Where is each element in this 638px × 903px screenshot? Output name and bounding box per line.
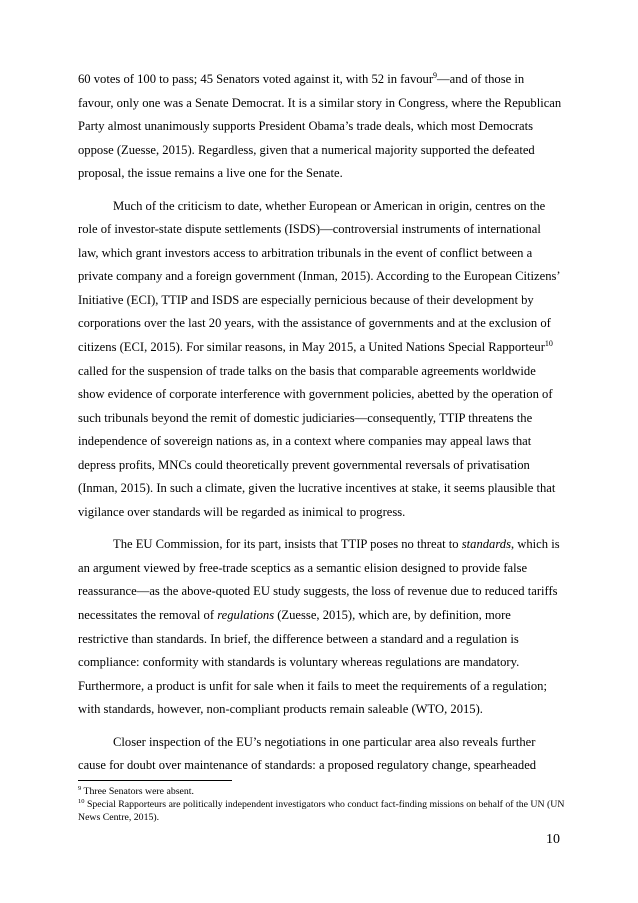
footnote-9: [78, 785, 568, 798]
footnote-ref-9[interactable]: 9: [433, 71, 438, 80]
footnote-number: 9: [78, 785, 82, 792]
footnote-number: 10: [78, 798, 85, 806]
footnote-separator: [78, 780, 232, 781]
emphasis-regulations: regulations: [217, 608, 275, 623]
footnote-ref-10[interactable]: 10: [544, 339, 553, 349]
paragraph-1: 60 votes of 100 to pass; 45 Senators voted against it, with 52 in favour$^9$—and of those in favour, only one was a Senate Democrat. It is a similar story in Congress, where the Republican Party almost unanimously supports President Obama’s trade deals, which most Democrats oppose (Zuesse, 2015). Regardless, given that a numerical majority supported the defeated proposal, the issue remains a live one for the Senate.: [78, 71, 562, 181]
paragraph-2: Much of the criticism to date, whether European or American in origin, centres on the role of investor-state dispute settlements (ISDS)—controversial instruments of international law, which grant investors access to arbitration tribunals in the event of conflict between a private company and a foreign government (Inman, 2015). According to the European Citizens’ Initiative (ECI), TTIP and ISDS are especially pernicious because of their development by corporations over the last 20 years, with the assistance of governments and at the exclusion of citizens (ECI, 2015). For similar reasons, in May 2015, a United Nations Special Rapporteur$^{10}$ called for the suspension of trade talks on the basis that comparable agreements worldwide show evidence of corporate interference with government policies, abetted by the operation of such tribunals beyond the remit of domestic judiciaries—consequently, TTIP threatens the independence of sovereign nations as, in a context where companies may appeal laws that depress profits, MNCs could theoretically prevent governmental reversals of privatisation (Inman, 2015). In such a climate, given the lucrative incentives at stake, it seems plausible that vigilance over standards will be regarded as inimical to progress.: [78, 198, 560, 519]
footnotes: [78, 785, 568, 825]
footnote-text: Three Senators were absent.: [81, 786, 194, 797]
body-text: [78, 68, 562, 787]
emphasis-standards: standards: [461, 537, 511, 552]
footnote-text: Special Rapporteurs are politically independent investigators who conduct fact-finding missions on behalf of the UN (UN News Centre, 2015).: [78, 799, 565, 824]
paragraph-4: Closer inspection of the EU’s negotiations in one particular area also reveals further cause for doubt over maintenance of standards: a proposed regulatory change, spearheaded: [78, 734, 537, 773]
paragraph-3: The EU Commission, for its part, insists that TTIP poses no threat to standards, which is an argument viewed by free-trade sceptics as a semantic elision designed to provide false reassurance—as the above-quoted EU study suggests, the loss of revenue due to reduced tariffs necessitates the removal of regulations (Zuesse, 2015), which are, by definition, more restrictive than standards. In brief, the difference between a standard and a regulation is compliance: conformity with standards is voluntary whereas regulations are mandatory. Furthermore, a product is unfit for sale when it fails to meet the requirements of a regulation; with standards, however, non-compliant products remain saleable (WTO, 2015).: [78, 537, 560, 717]
page-number: 10: [546, 832, 560, 847]
footnote-10: [78, 798, 568, 824]
